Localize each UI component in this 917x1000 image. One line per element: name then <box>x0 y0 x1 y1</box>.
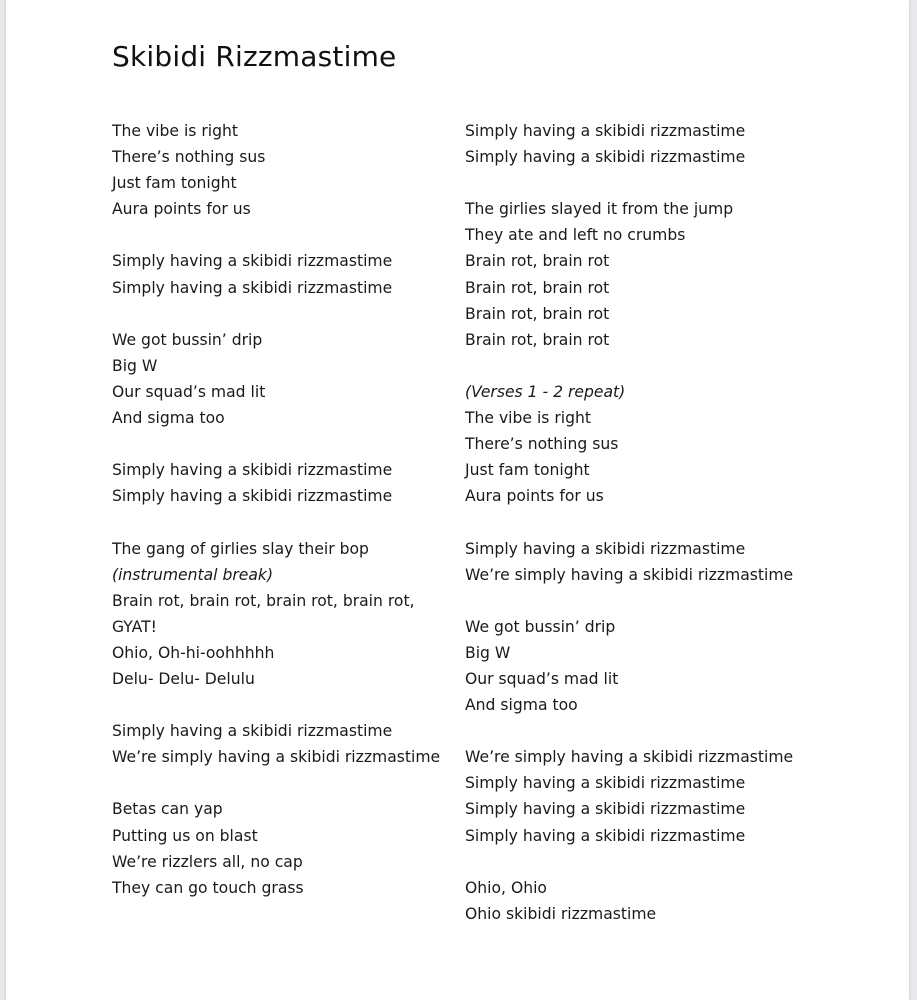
lyric-line: Just fam tonight <box>112 174 237 193</box>
stanza-gap <box>112 431 440 457</box>
document-page <box>6 0 909 1000</box>
lyric-line: We got bussin’ drip <box>465 617 616 636</box>
lyric-line: Simply having a skibidi rizzmastime <box>112 252 393 271</box>
lyric-line: Simply having a skibidi rizzmastime <box>465 539 746 558</box>
song-title: Skibidi Rizzmastime <box>112 40 397 73</box>
lyric-line: We’re simply having a skibidi rizzmastime <box>465 748 794 767</box>
lyric-line: Simply having a skibidi rizzmastime <box>465 774 746 793</box>
stanza-gap <box>112 509 440 535</box>
lyrics-column-right <box>465 118 793 927</box>
stanza-gap <box>465 849 793 875</box>
lyric-line: Simply having a skibidi rizzmastime <box>465 148 746 167</box>
stanza-gap <box>465 588 793 614</box>
lyric-line: They can go touch grass <box>112 878 304 897</box>
stanza-gap <box>112 222 440 248</box>
lyric-line: We got bussin’ drip <box>112 330 263 349</box>
lyric-line: Ohio skibidi rizzmastime <box>465 904 657 923</box>
lyric-line: Big W <box>465 643 511 662</box>
lyric-line: Simply having a skibidi rizzmastime <box>465 122 746 140</box>
lyric-line: Our squad’s mad lit <box>465 669 619 688</box>
lyric-line: Simply having a skibidi rizzmastime <box>112 461 393 480</box>
lyric-line: They ate and left no crumbs <box>465 226 686 245</box>
lyric-line: Just fam tonight <box>465 461 590 480</box>
lyric-line: The gang of girlies slay their bop <box>112 539 369 558</box>
lyric-line: Brain rot, brain rot <box>465 304 610 323</box>
stanza-gap <box>465 353 793 379</box>
lyric-line: There’s nothing sus <box>465 435 619 454</box>
lyric-line: Ohio, Oh-hi-oohhhhh <box>112 643 275 662</box>
lyric-line: GYAT! <box>112 617 157 636</box>
lyric-line: There’s nothing sus <box>112 148 266 167</box>
lyric-line: Simply having a skibidi rizzmastime <box>112 278 393 297</box>
lyric-line: (instrumental break) <box>112 565 274 584</box>
lyric-line: We’re simply having a skibidi rizzmastime <box>465 565 794 584</box>
lyrics-column-left <box>112 118 440 901</box>
lyric-line: Betas can yap <box>112 800 223 819</box>
lyric-line: Delu- Delu- Delulu <box>112 669 255 688</box>
lyric-line: Our squad’s mad lit <box>112 382 266 401</box>
lyric-line: The vibe is right <box>465 409 592 428</box>
lyric-line: And sigma too <box>465 696 578 715</box>
lyric-line: Brain rot, brain rot, brain rot, brain rot, <box>112 591 415 610</box>
lyric-line: Simply having a skibidi rizzmastime <box>465 800 746 819</box>
lyric-line: Brain rot, brain rot <box>465 252 610 271</box>
stanza-gap <box>112 301 440 327</box>
lyric-line: We’re rizzlers all, no cap <box>112 852 303 871</box>
lyric-line: Putting us on blast <box>112 826 258 845</box>
lyric-line: Simply having a skibidi rizzmastime <box>465 826 746 845</box>
lyric-line: Brain rot, brain rot <box>465 278 610 297</box>
stanza-gap <box>112 770 440 796</box>
lyric-line: We’re simply having a skibidi rizzmastime <box>112 748 441 767</box>
lyric-line: Ohio, Ohio <box>465 878 547 897</box>
lyric-line: Aura points for us <box>465 487 604 506</box>
stanza-gap <box>465 718 793 744</box>
lyric-line: Brain rot, brain rot <box>465 330 610 349</box>
lyric-line: (Verses 1 - 2 repeat) <box>465 382 626 401</box>
stanza-gap <box>465 170 793 196</box>
lyric-line: Simply having a skibidi rizzmastime <box>112 487 393 506</box>
lyric-line: Simply having a skibidi rizzmastime <box>112 722 393 741</box>
lyric-line: The vibe is right <box>112 122 239 140</box>
stanza-gap <box>112 692 440 718</box>
lyric-line: Big W <box>112 356 158 375</box>
lyric-line: The girlies slayed it from the jump <box>465 200 734 219</box>
stanza-gap <box>465 509 793 535</box>
lyric-line: Aura points for us <box>112 200 251 219</box>
lyric-line: And sigma too <box>112 409 225 428</box>
